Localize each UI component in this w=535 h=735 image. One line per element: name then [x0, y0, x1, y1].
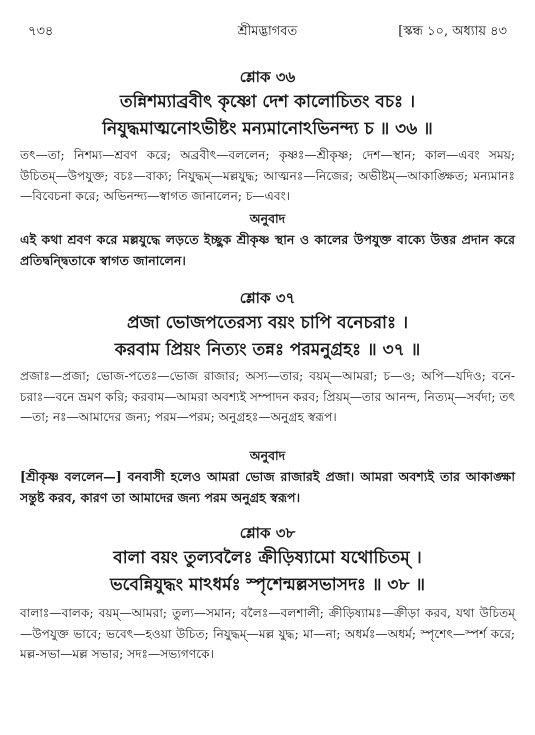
verse-36-anubad-title: অনুবাদ — [249, 211, 286, 226]
page-header — [20, 22, 515, 40]
verse-37-text — [20, 310, 515, 364]
verse-37-title: শ্লোক ৩৭ — [239, 289, 296, 307]
book-title: শ্রীমদ্ভাগবত — [237, 24, 298, 39]
verse-37-gloss: প্রজাঃ—প্রজা; ভোজ-পতেঃ—ভোজ রাজার; অস্য—তার; বয়ম্—আমরা; চ—ও; অপি—যদিও; বনে-চরাঃ—বনে ভ্রমণ করি; করবাম—আমরা অবশ্যই সম্পাদন করব; প্রিয়ম্—তার আনন্দ, নিত্যম্—সর্বদা; তৎ—তা; নঃ—আমাদের জন্য; পরম—পরম; অনুগ্রহঃ—অনুগ্রহ স্বরূপ। — [20, 369, 515, 424]
verse-38-title: শ্লোক ৩৮ — [239, 524, 296, 542]
verse-38-gloss: বালাঃ—বালক; বয়ম্—আমরা; তুল্য—সমান; বলৈঃ—বলশালী; ক্রীড়িষ্যামঃ—ক্রীড়া করব, যথা উচিতম্—উপযুক্ত ভাবে; ভবেৎ—হওয়া উচিত; নিযুদ্ধম্—মল্ল যুদ্ধ; মা—না; অধর্মঃ—অধর্ম; স্পৃশেৎ—স্পর্শ করে; মল্ল-সভা—মল্ল সভার; সদঃ—সভ্যগণকে। — [20, 606, 515, 661]
verse-line: নিযুদ্ধমাত্মনোঽভীষ্টং মন্যমানোঽভিনন্দ্য চ ॥ ৩৬ ॥ — [102, 119, 433, 139]
verse-38-text — [20, 545, 515, 599]
verse-36-translation: এই কথা শ্রবণ করে মল্লযুদ্ধে লড়তে ইচ্ছুক শ্রীকৃষ্ণ স্থান ও কালের উপযুক্ত বাক্যে উত্তর প্রদান করে প্রতিদ্বন্দ্বিতাকে স্বাগত জানালেন। — [20, 232, 515, 268]
verse-36-title: শ্লোক ৩৬ — [239, 68, 296, 86]
verse-36-text — [20, 89, 515, 143]
verse-line: তন্নিশম্যাব্রবীৎ কৃষ্ণো দেশ কালোচিতং বচঃ । — [119, 92, 416, 112]
verse-line: ভবেন্নিযুদ্ধং মাঽধর্মঃ স্পৃশেন্মল্লসভাসদঃ ॥ ৩৮ ॥ — [109, 575, 426, 595]
verse-36-gloss: তৎ—তা; নিশম্য—শ্রবণ করে; অব্রবীৎ—বললেন; কৃষ্ণঃ—শ্রীকৃষ্ণ; দেশ—স্থান; কাল—এবং সময়; উচিতম্—উপযুক্ত; বচঃ—বাক্য; নিযুদ্ধম্—মল্লযুদ্ধ; আত্মনঃ—নিজের; অভীষ্টম্—আকাঙ্ক্ষিত; মন্যমানঃ—বিবেচনা করে; অভিনন্দ্য—স্বাগত জানালেন; চ—এবং। — [20, 148, 515, 203]
verse-line: বালা বয়ং তুল্যবলৈঃ ক্রীড়িষ্যামো যথোচিতম্ । — [113, 548, 422, 568]
verse-37-anubad-title: অনুবাদ — [249, 448, 286, 463]
verse-line: করবাম প্রিয়ং নিত্যং তন্নঃ পরমনুগ্রহঃ ॥ ৩৭ ॥ — [114, 340, 421, 360]
page-number: ৭৩৪ — [28, 24, 54, 39]
chapter-reference: [স্কন্ধ ১০, অধ্যায় ৪৩ — [398, 24, 507, 39]
verse-line: প্রজা ভোজপতেরস্য বয়ং চাপি বনেচরাঃ । — [126, 313, 409, 333]
verse-37-translation: [শ্রীকৃষ্ণ বললেন—] বনবাসী হলেও আমরা ভোজ রাজারই প্রজা। আমরা অবশ্যই তার আকাঙ্ক্ষা সন্তুষ্ট করব, কারণ তা আমাদের জন্য পরম অনুগ্রহ স্বরূপ। — [20, 469, 515, 505]
